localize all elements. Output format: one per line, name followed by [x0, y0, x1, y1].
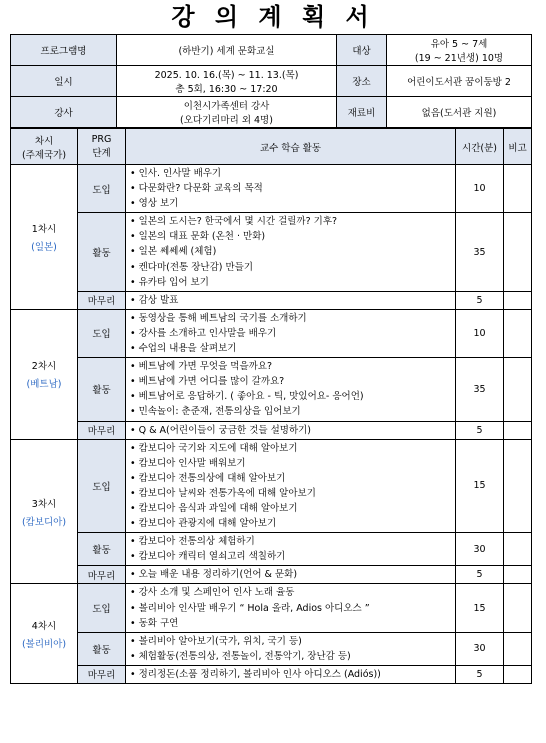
- plan-row: [11, 665, 532, 683]
- stage-cell: 도입: [78, 165, 126, 213]
- activity-item: • 민속놀이: 춘준재, 전통의상을 입어보기: [130, 404, 451, 419]
- session-cell: [11, 309, 78, 439]
- note-cell: [504, 584, 532, 632]
- target-value: [387, 35, 532, 66]
- plan-row: [11, 566, 532, 584]
- plan-row: [11, 632, 532, 665]
- session-number: 1차시: [31, 223, 57, 235]
- activity-item: • 캄보디아 캐릭터 열쇠고리 색칠하기: [130, 549, 451, 564]
- plan-row: [11, 358, 532, 421]
- stage-cell: 마무리: [78, 421, 126, 439]
- activity-item: • 베트남에 가면 어디를 많이 갈까요?: [130, 374, 451, 389]
- time-cell: 5: [456, 421, 504, 439]
- activity-cell: [126, 213, 456, 291]
- session-country: (베트남): [26, 379, 62, 391]
- target-line-1: 유아 5 ~ 7세: [430, 39, 488, 50]
- activity-cell: [126, 291, 456, 309]
- time-cell: 10: [456, 309, 504, 357]
- activity-item: • 일본의 대표 문화 (온천 · 만화): [130, 229, 451, 244]
- session-cell: [11, 584, 78, 684]
- note-cell: [504, 291, 532, 309]
- activity-item: • 캄보디아 전통의상에 대해 알아보기: [130, 471, 451, 486]
- activity-cell: [126, 358, 456, 421]
- date-line-1: 2025. 10. 16.(목) ~ 11. 13.(목): [154, 70, 299, 81]
- activity-item: • 영상 보기: [130, 196, 451, 211]
- session-country: (캄보디아): [21, 516, 67, 528]
- place-label: 장소: [337, 66, 387, 97]
- activity-item: • 동화 구연: [130, 616, 451, 631]
- note-cell: [504, 213, 532, 291]
- session-cell: [11, 165, 78, 310]
- note-cell: [504, 566, 532, 584]
- plan-row: [11, 165, 532, 213]
- plan-row: [11, 584, 532, 632]
- note-cell: [504, 421, 532, 439]
- header-session-line-2: (주제국가): [21, 149, 67, 161]
- note-cell: [504, 165, 532, 213]
- activity-cell: [126, 566, 456, 584]
- activity-item: • 일본의 도시는? 한국에서 몇 시간 걸릴까? 기후?: [130, 214, 451, 229]
- activity-item: • 유카타 입어 보기: [130, 275, 451, 290]
- teacher-label: 강사: [11, 97, 117, 128]
- time-cell: 35: [456, 358, 504, 421]
- activity-item: • 수업의 내용을 살펴보기: [130, 341, 451, 356]
- activity-cell: [126, 632, 456, 665]
- activity-item: • 캄보디아 음식과 과일에 대해 알아보기: [130, 501, 451, 516]
- stage-cell: 활동: [78, 213, 126, 291]
- activity-cell: [126, 309, 456, 357]
- program-value: (하반기) 세계 문화교실: [117, 35, 337, 66]
- activity-item: • 캄보디아 관광지에 대해 알아보기: [130, 516, 451, 531]
- activity-item: • 정리정돈(소품 정리하기, 볼리비아 인사 아디오스 (Adiós)): [130, 667, 451, 682]
- program-label: 프로그램명: [11, 35, 117, 66]
- activity-list: [126, 213, 455, 290]
- header-prg-line-1: PRG: [91, 134, 112, 145]
- activity-list: [126, 358, 455, 420]
- activity-cell: [126, 665, 456, 683]
- note-cell: [504, 358, 532, 421]
- header-activity: 교수 학습 활동: [126, 129, 456, 165]
- activity-list: [126, 165, 455, 212]
- session-country: (일본): [31, 241, 57, 253]
- activity-item: • 동영상을 통해 베트남의 국기를 소개하기: [130, 311, 451, 326]
- plan-row: [11, 291, 532, 309]
- activity-cell: [126, 439, 456, 533]
- time-cell: 30: [456, 632, 504, 665]
- fee-label: 재료비: [337, 97, 387, 128]
- stage-cell: 마무리: [78, 665, 126, 683]
- session-number: 2차시: [31, 361, 57, 373]
- activity-list: [126, 440, 455, 533]
- activity-list: [126, 666, 455, 683]
- activity-item: • 캄보디아 인사말 배워보기: [130, 456, 451, 471]
- activity-item: • 감상 발표: [130, 293, 451, 308]
- time-cell: 15: [456, 439, 504, 533]
- time-cell: 5: [456, 566, 504, 584]
- header-session-line-1: 차시: [34, 135, 54, 147]
- time-cell: 15: [456, 584, 504, 632]
- header-session: [11, 129, 78, 165]
- time-cell: 5: [456, 291, 504, 309]
- header-prg-line-2: 단계: [92, 148, 111, 159]
- plan-row: [11, 439, 532, 533]
- stage-cell: 도입: [78, 309, 126, 357]
- activity-item: • 인사. 인사말 배우기: [130, 166, 451, 181]
- time-cell: 5: [456, 665, 504, 683]
- fee-value: 없음(도서관 지원): [387, 97, 532, 128]
- stage-cell: 도입: [78, 584, 126, 632]
- time-cell: 30: [456, 533, 504, 566]
- lesson-plan-body: [11, 165, 532, 684]
- date-value: [117, 66, 337, 97]
- note-cell: [504, 665, 532, 683]
- stage-cell: 마무리: [78, 566, 126, 584]
- activity-list: [126, 633, 455, 665]
- time-cell: 10: [456, 165, 504, 213]
- stage-cell: 활동: [78, 533, 126, 566]
- stage-cell: 마무리: [78, 291, 126, 309]
- plan-row: [11, 309, 532, 357]
- activity-item: • 오늘 배운 내용 정리하기(언어 & 문화): [130, 567, 451, 582]
- note-cell: [504, 632, 532, 665]
- plan-row: [11, 213, 532, 291]
- session-number: 3차시: [31, 498, 57, 510]
- date-line-2: 총 5회, 16:30 ~ 17:20: [175, 84, 278, 95]
- activity-item: • 베트남어로 응답하기. ( 좋아요 - 틱, 맛있어요- 응어언): [130, 389, 451, 404]
- date-label: 일시: [11, 66, 117, 97]
- place-value: 어린이도서관 꿈이둥방 2: [387, 66, 532, 97]
- header-time: 시간(분): [456, 129, 504, 165]
- stage-cell: 도입: [78, 439, 126, 533]
- target-line-2: (19 ~ 21년생) 10명: [414, 53, 504, 64]
- time-cell: 35: [456, 213, 504, 291]
- note-cell: [504, 533, 532, 566]
- activity-item: • 다문화란? 다문화 교육의 목적: [130, 181, 451, 196]
- activity-cell: [126, 165, 456, 213]
- activity-item: • 캄보디아 국기와 지도에 대해 알아보기: [130, 441, 451, 456]
- activity-cell: [126, 533, 456, 566]
- stage-cell: 활동: [78, 632, 126, 665]
- activity-item: • 캄보디아 날씨와 전통가옥에 대해 알아보기: [130, 486, 451, 501]
- activity-list: [126, 533, 455, 565]
- activity-item: • 체험활동(전통의상, 전통놀이, 전통악기, 장난감 등): [130, 649, 451, 664]
- header-note: 비고: [504, 129, 532, 165]
- lesson-plan-table: [10, 128, 532, 684]
- stage-cell: 활동: [78, 358, 126, 421]
- activity-list: [126, 566, 455, 583]
- plan-row: [11, 533, 532, 566]
- activity-cell: [126, 421, 456, 439]
- activity-list: [126, 584, 455, 631]
- activity-list: [126, 310, 455, 357]
- activity-item: • 캄보디아 전통의상 체험하기: [130, 534, 451, 549]
- activity-item: • 강사 소개 및 스페인어 인사 노래 율동: [130, 585, 451, 600]
- activity-item: • Q & A(어린이들이 궁금한 것들 설명하기): [130, 423, 451, 438]
- activity-item: • 볼리비아 알아보기(국가, 위치, 국기 등): [130, 634, 451, 649]
- target-label: 대상: [337, 35, 387, 66]
- teacher-value: [117, 97, 337, 128]
- session-number: 4차시: [31, 620, 57, 632]
- activity-cell: [126, 584, 456, 632]
- activity-list: [126, 292, 455, 309]
- activity-item: • 강사를 소개하고 인사말을 배우기: [130, 326, 451, 341]
- info-table: [10, 34, 532, 128]
- note-cell: [504, 439, 532, 533]
- teacher-line-1: 이천시가족센터 강사: [183, 101, 270, 112]
- activity-item: • 베트남에 가면 무엇을 먹을까요?: [130, 359, 451, 374]
- teacher-line-2: (오다기리마리 외 4명): [180, 115, 273, 126]
- session-cell: [11, 439, 78, 584]
- activity-item: • 볼리비아 인사말 배우기 “ Hola 올라, Adios 아디오스 ”: [130, 601, 451, 616]
- activity-item: • 일본 쎄쎄쎄 (체험): [130, 244, 451, 259]
- document-title: 강 의 계 획 서: [171, 3, 375, 31]
- header-prg: [78, 129, 126, 165]
- activity-list: [126, 422, 455, 439]
- note-cell: [504, 309, 532, 357]
- activity-item: • 켄다마(전통 장난감) 만들기: [130, 260, 451, 275]
- plan-row: [11, 421, 532, 439]
- session-country: (볼리비아): [21, 638, 67, 650]
